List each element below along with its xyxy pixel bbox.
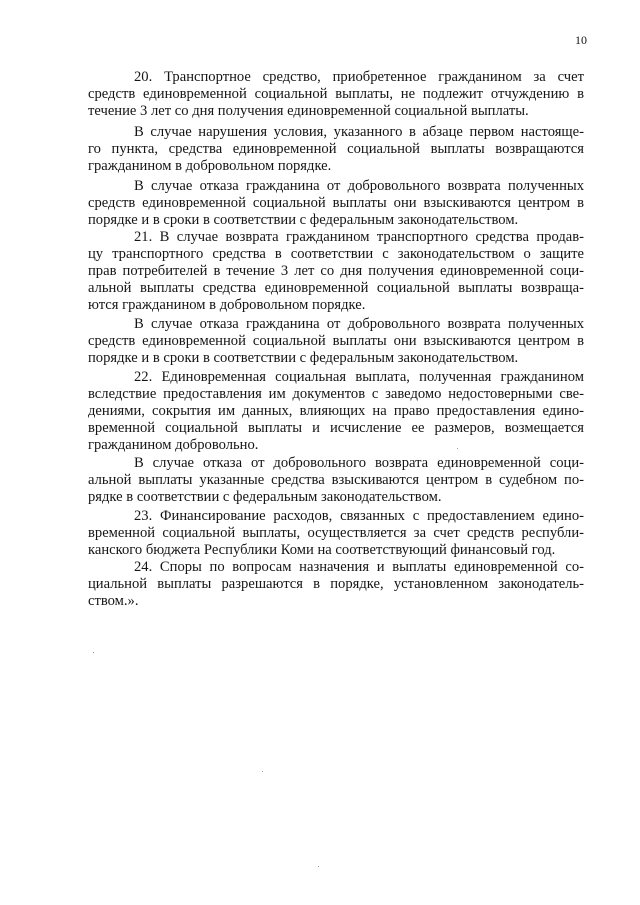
paragraph-line: В случае нарушения условия, указанного в абзаце первом настояще- <box>134 124 584 140</box>
paragraph-line: порядке и в сроки в соответствии с федеральным законодательством. <box>88 212 519 228</box>
paragraph-21-line: ются гражданином в добровольном порядке. <box>88 297 366 313</box>
paragraph-24-line: 24. Споры по вопросам назначения и выплаты единовременной со- <box>134 559 584 575</box>
paragraph-21-line: 21. В случае возврата гражданином транспортного средства продав- <box>134 229 584 245</box>
paragraph-23-line: 23. Финансирование расходов, связанных с предоставлением едино- <box>134 508 584 524</box>
paragraph-22-line: 22. Единовременная социальная выплата, полученная гражданином <box>134 369 584 385</box>
paragraph-21-line: цу транспортного средства в соответствии с законодательством о защите <box>88 246 584 262</box>
scan-speck <box>93 652 94 653</box>
paragraph-20-line: течение 3 лет со дня получения единовременной социальной выплаты. <box>88 103 529 119</box>
scan-speck <box>457 448 458 449</box>
paragraph-20-line: средств единовременной социальной выплаты, не подлежит отчуждению в <box>88 86 584 102</box>
paragraph-23-line: канского бюджета Республики Коми на соответствующий финансовый год. <box>88 542 556 558</box>
paragraph-21-line: альной выплаты средства единовременной социальной выплаты возвраща- <box>88 280 584 296</box>
paragraph-22-line: временной социальной выплаты и исчисление ее размеров, возмещается <box>88 420 584 436</box>
paragraph-22-line: дениями, сокрытия им данных, влияющих на право предоставления едино- <box>88 403 584 419</box>
paragraph-line: В случае отказа гражданина от добровольного возврата полученных <box>134 178 584 194</box>
scan-speck <box>262 771 263 772</box>
paragraph-23-line: временной социальной выплаты, осуществляется за счет средств республи- <box>88 525 584 541</box>
paragraph-line: порядке и в сроки в соответствии с федеральным законодательством. <box>88 350 519 366</box>
paragraph-21-line: прав потребителей в течение 3 лет со дня получения единовременной соци- <box>88 263 584 279</box>
paragraph-22-line: вследствие предоставления им документов с заведомо недостоверными све- <box>88 386 584 402</box>
paragraph-line: альной выплаты указанные средства взыскиваются центром в судебном по- <box>88 472 584 488</box>
page-number: 10 <box>575 33 587 47</box>
paragraph-22-line: гражданином добровольно. <box>88 437 259 453</box>
scan-speck <box>318 866 319 867</box>
paragraph-24-line: ством.». <box>88 593 139 609</box>
paragraph-line: го пункта, средства единовременной социальной выплаты возвращаются <box>88 141 584 157</box>
paragraph-line: гражданином в добровольном порядке. <box>88 158 332 174</box>
paragraph-20-line: 20. Транспортное средство, приобретенное гражданином за счет <box>134 69 584 85</box>
paragraph-line: средств единовременной социальной выплаты они взыскиваются центром в <box>88 195 584 211</box>
paragraph-line: В случае отказа гражданина от добровольного возврата полученных <box>134 316 584 332</box>
paragraph-24-line: циальной выплаты разрешаются в порядке, установленном законодатель- <box>88 576 584 592</box>
paragraph-line: рядке в соответствии с федеральным законодательством. <box>88 489 442 505</box>
paragraph-line: средств единовременной социальной выплаты они взыскиваются центром в <box>88 333 584 349</box>
paragraph-line: В случае отказа от добровольного возврата единовременной соци- <box>134 455 584 471</box>
